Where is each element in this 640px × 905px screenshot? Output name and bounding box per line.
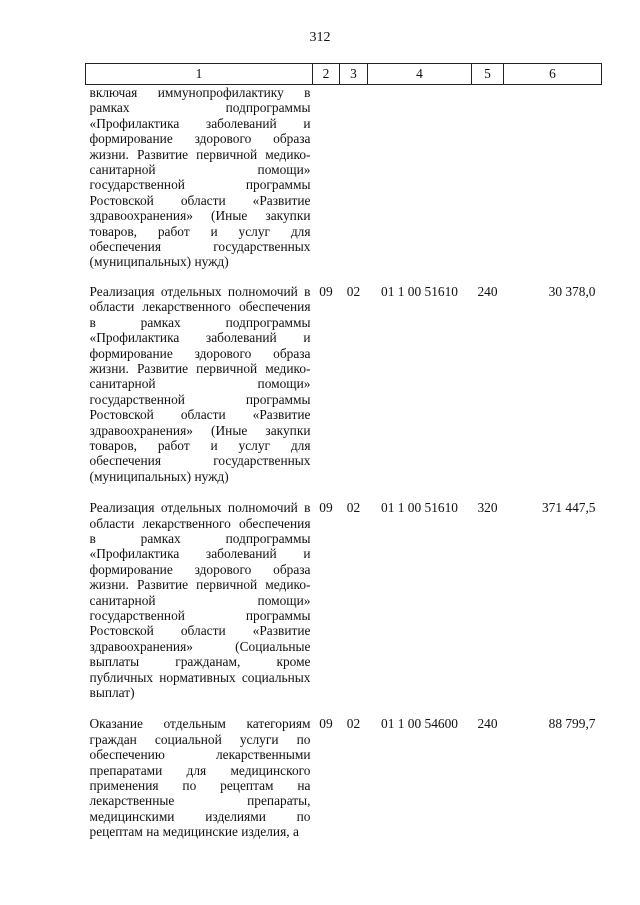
table-row: [86, 716, 602, 839]
budget-table: [85, 63, 602, 840]
row-subsection: 02: [346, 500, 361, 516]
row-amount: 371 447,5: [541, 500, 596, 516]
column-header-3: 3: [340, 64, 368, 85]
row-description: Реализация отдельных полномочий в области лекарственного обеспечения в рамках подпрограммы «Профилактика заболеваний и формирование здорового образа жизни. Развитие первичной медико-санитарной помощи» государственной программы Ростовской области «Развитие здравоохранения» (Иные закупки товаров, работ и услуг для обеспечения государственных (муниципальных) нужд): [89, 283, 311, 484]
table-header: [86, 64, 602, 85]
page-number: 312: [309, 30, 331, 45]
column-header-6: 6: [504, 64, 602, 85]
table-row: [86, 284, 602, 500]
row-description: Оказание отдельным категориям граждан социальной услуги по обеспечению лекарственными препаратами для медицинского применения по рецептам на лекарственные препараты, медицинскими изделиями по рецептам на медицинские изделия, а: [89, 716, 311, 840]
row-section: 09: [319, 283, 333, 299]
row-expense-type: [472, 85, 504, 284]
column-header-5: 5: [472, 64, 504, 85]
row-subsection: 02: [346, 283, 361, 299]
row-section: 09: [319, 716, 333, 732]
row-section: [313, 85, 340, 284]
row-expense-type: 240: [477, 283, 498, 299]
row-target-code: 01 1 00 51610: [381, 283, 458, 299]
table-row: [86, 85, 602, 284]
row-target-code: 01 1 00 51610: [381, 500, 458, 516]
column-header-1: 1: [86, 64, 313, 85]
row-target-code: [368, 85, 472, 284]
row-description: включая иммунопрофилактику в рамках подпрограммы «Профилактика заболеваний и формирование здорового образа жизни. Развитие первичной медико-санитарной помощи» государственной программы Ростовской области «Развитие здравоохранения» (Иные закупки товаров, работ и услуг для обеспечения государственных (муниципальных) нужд): [89, 85, 311, 270]
row-subsection: [340, 85, 368, 284]
row-target-code: 01 1 00 54600: [381, 716, 458, 732]
row-section: 09: [319, 500, 333, 516]
row-description: Реализация отдельных полномочий в области лекарственного обеспечения в рамках подпрограммы «Профилактика заболеваний и формирование здорового образа жизни. Развитие первичной медико-санитарной помощи» государственной программы Ростовской области «Развитие здравоохранения» (Социальные выплаты гражданам, кроме публичных нормативных социальных выплат): [89, 500, 311, 701]
column-header-4: 4: [368, 64, 472, 85]
row-amount: 30 378,0: [548, 283, 596, 299]
row-subsection: 02: [346, 716, 361, 732]
row-amount: 88 799,7: [548, 716, 596, 732]
row-amount: [504, 85, 602, 284]
column-header-2: 2: [313, 64, 340, 85]
table-row: [86, 500, 602, 716]
row-expense-type: 240: [477, 716, 498, 732]
row-expense-type: 320: [477, 500, 498, 516]
